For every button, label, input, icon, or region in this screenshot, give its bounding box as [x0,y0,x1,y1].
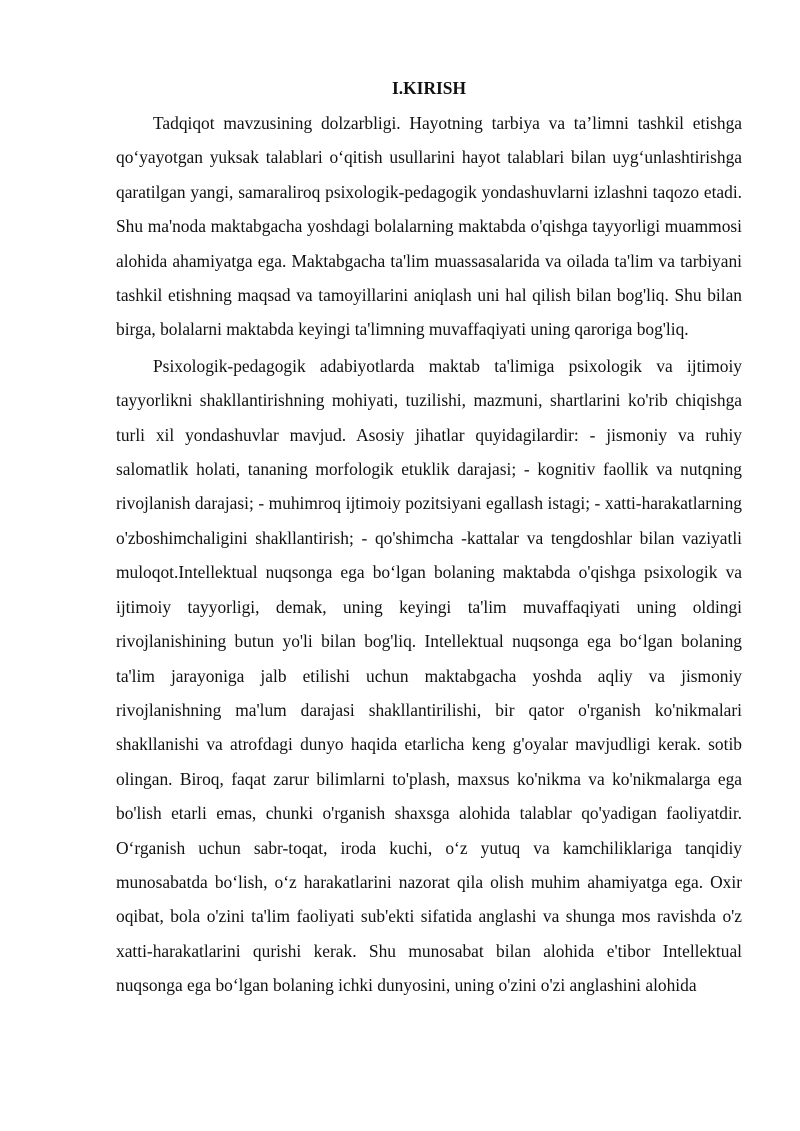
paragraph-text-continued: Intellektual nuqsonga ega bo‘lgan bolaning maktabda o'qishga psixologik va ijtimoiy tayyorligi, demak, uning keyingi ta'lim muvaffaqiyati uning oldingi rivojlanishining butun yo'li bilan bog'liq. Intellektual nuqsonga ega bo‘lgan bolaning ta'lim jarayoniga jalb etilishi uchun maktabgacha yoshda aqliy va jismoniy rivojlanishning ma'lum darajasi shakllantirilishi, bir qator o'rganish ko'nikmalari shakllanishi va atrofdagi dunyo haqida etarlicha keng g'oyalar mavjudligi kerak. sotib olingan. Biroq, faqat zarur bilimlarni to'plash, maxsus ko'nikma va ko'nikmalarga ega bo'lish etarli emas, chunki o'rganish shaxsga alohida talablar qo'yadigan faoliyatdir. O‘rganish uchun sabr-toqat, iroda kuchi, o‘z yutuq va kamchiliklariga tanqidiy munosabatda bo‘lish, o‘z harakatlarini nazorat qila olish muhim ahamiyatga ega. Oxir oqibat, bola o'zini ta'lim faoliyati sub'ekti sifatida anglashi va shunga mos ravishda o'z xatti-harakatlarini qurishi kerak. Shu munosabat bilan alohida e'tibor Intellektual nuqsonga ega bo‘lgan bolaning ichki dunyosini, uning o'zini o'zi anglashini alohida [116,562,742,996]
paragraph-relevance [116,106,742,347]
paragraph-readiness [116,349,742,1003]
document-page [116,70,742,1003]
paragraph-text: Tadqiqot mavzusining dolzarbligi. Hayotning tarbiya va ta’limni tashkil etishga qo‘yayotgan yuksak talablari o‘qitish usullarini hayot talablari bilan uyg‘unlashtirishga qaratilgan yangi, samaraliroq psixologik-pedagogik yondashuvlarni izlashni taqozo etadi. Shu ma'noda maktabgacha yoshdagi bolalarning maktabda o'qishga tayyorligi muammosi alohida ahamiyatga ega. Maktabgacha ta'lim muassasalarida va oilada ta'lim va tarbiyani tashkil etishning maqsad va tamoyillarini aniqlash uni hal qilish bilan bog'liq. Shu bilan birga, bolalarni maktabda keyingi ta'limning muvaffaqiyati uning qaroriga bog'liq. [116,113,742,340]
section-title: I.KIRISH [392,78,466,98]
paragraph-text: Psixologik-pedagogik adabiyotlarda maktab ta'limiga psixologik va ijtimoiy tayyorlikni shakllantirishning mohiyati, tuzilishi, mazmuni, shartlarini ko'rib chiqishga turli xil yondashuvlar mavjud. Asosiy jihatlar quyidagilardir: - jismoniy va ruhiy salomatlik holati, tananing morfologik etuklik darajasi; - kognitiv faollik va nutqning rivojlanish darajasi; - muhimroq ijtimoiy pozitsiyani egallash istagi; - xatti-harakatlarning o'zboshimchaligini shakllantirish; - qo'shimcha -kattalar va tengdoshlar bilan vaziyatli muloqot. [116,355,742,583]
